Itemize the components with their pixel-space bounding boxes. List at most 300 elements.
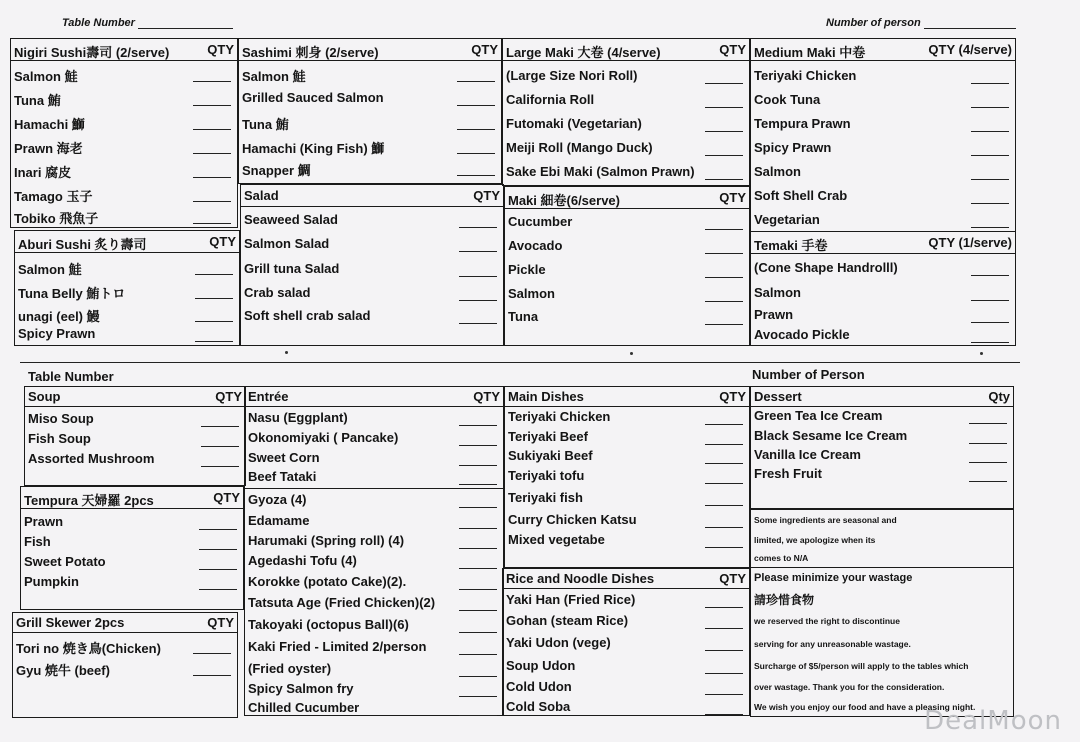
qty-blank[interactable] [705,424,743,425]
item-name: Tatsuta Age (Fried Chicken)(2) [248,595,436,610]
salad-qty-label: QTY [473,188,500,203]
item-name: Grilled Sauced Salmon [242,90,384,105]
qty-blank[interactable] [459,251,497,252]
qty-blank[interactable] [705,155,743,156]
qty-blank[interactable] [705,463,743,464]
qty-blank[interactable] [201,466,239,467]
menu-item[interactable] [241,233,503,256]
temaki-header [751,232,1015,254]
menu-item[interactable] [245,697,503,720]
qty-blank[interactable] [705,324,743,325]
tempura-header [21,487,243,509]
item-name: Salmon [754,285,801,300]
item-name: Miso Soup [28,411,94,426]
temaki-qty-label: QTY (1/serve) [928,235,1012,250]
qty-blank[interactable] [705,527,743,528]
sashimi-section [238,38,502,184]
item-name: Yaki Han (Fried Rice) [506,592,636,607]
qty-blank[interactable] [971,155,1009,156]
qty-blank[interactable] [457,175,495,176]
item-name: Korokke (potato Cake)(2). [248,574,407,589]
item-name: Prawn 海老 [14,141,83,156]
menu-item[interactable] [505,306,749,329]
item-name: Nasu (Eggplant) [248,410,348,425]
item-name: Black Sesame Ice Cream [754,428,908,443]
menu-item[interactable] [245,571,503,594]
wastage-notice [750,567,1014,717]
qty-blank[interactable] [969,481,1007,482]
sashimi-title: Sashimi 刺身 (2/serve) [242,45,379,60]
item-name: Okonomiyaki ( Pancake) [248,430,399,445]
main-qty-label: QTY [719,389,746,404]
item-name: California Roll [506,92,595,107]
item-name: Teriyaki Chicken [754,68,857,83]
menu-item[interactable] [13,657,237,680]
item-name: Gyu 焼牛 (beef) [16,663,110,678]
qty-blank[interactable] [199,589,237,590]
item-name: Gyoza (4) [248,492,307,507]
qty-blank[interactable] [193,81,231,82]
item-name: Soft shell crab salad [244,308,371,323]
qty-blank[interactable] [971,342,1009,343]
qty-blank[interactable] [971,322,1009,323]
qty-blank[interactable] [971,275,1009,276]
qty-blank[interactable] [459,300,497,301]
item-name: Spicy Prawn [754,140,832,155]
item-name: Beef Tataki [248,469,317,484]
item-name: Cucumber [508,214,573,229]
item-name: Inari 腐皮 [14,165,72,180]
item-name: Pumpkin [24,574,79,589]
qty-blank[interactable] [199,529,237,530]
table-number-label: Table Number [62,17,135,29]
qty-blank[interactable] [705,83,743,84]
item-name: Assorted Mushroom [28,451,155,466]
item-name: Takoyaki (octopus Ball)(6) [248,617,409,632]
qty-blank[interactable] [705,179,743,180]
grill-skewer-section [12,612,238,718]
qty-blank[interactable] [459,323,497,324]
item-name: Salmon Salad [244,236,330,251]
qty-blank[interactable] [459,676,497,677]
item-name: Prawn [24,514,64,529]
qty-blank[interactable] [705,650,743,651]
seasonal-notice [750,508,1014,568]
qty-blank[interactable] [705,253,743,254]
menu-item[interactable] [11,111,237,134]
menu-item[interactable] [11,183,237,206]
item-name: Salmon 鮭 [242,69,306,84]
item-name: Spicy Prawn [18,326,96,341]
menu-item[interactable] [245,636,503,659]
entree-title: Entrée [248,389,289,404]
aburi-qty-label: QTY [209,234,236,249]
sashimi-qty-label: QTY [471,42,498,57]
soup-header [25,387,245,407]
menu-item[interactable] [751,324,1015,347]
menu-item[interactable] [241,305,503,328]
item-name: Vanilla Ice Cream [754,447,861,462]
menu-item[interactable] [505,259,749,282]
menu-item[interactable] [751,185,1015,208]
menu-item[interactable] [241,282,503,305]
tempura-qty-label: QTY [213,490,240,505]
qty-blank[interactable] [201,446,239,447]
item-name: Meiji Roll (Mango Duck) [506,140,653,155]
qty-blank[interactable] [705,505,743,506]
item-name: Teriyaki fish [508,490,583,505]
large-maki-section [502,38,750,186]
qty-blank[interactable] [459,227,497,228]
menu-item[interactable] [239,135,501,158]
maki-qty-label: QTY [719,190,746,205]
menu-item[interactable] [239,157,501,180]
qty-blank[interactable] [459,610,497,611]
item-name: Prawn [754,307,794,322]
qty-blank[interactable] [971,107,1009,108]
item-name: Sukiyaki Beef [508,448,593,463]
qty-blank[interactable] [971,131,1009,132]
menu-item[interactable] [15,323,239,346]
item-name: Avocado Pickle [754,327,850,342]
menu-item[interactable] [751,137,1015,160]
menu-item[interactable] [15,256,239,279]
policy-line: serving for any unreasonable wastage. [754,639,911,649]
menu-item[interactable] [505,487,749,510]
qty-blank[interactable] [199,549,237,550]
entree-qty-label: QTY [473,389,500,404]
item-name: Pickle [508,262,546,277]
qty-blank[interactable] [193,177,231,178]
item-name: Hamachi (King Fish) 鰤 [242,141,385,156]
item-name: Salmon [754,164,801,179]
wastage-cn: 請珍惜食物 [754,593,815,607]
qty-blank[interactable] [457,81,495,82]
qty-blank[interactable] [459,568,497,569]
item-name: Curry Chicken Katsu [508,512,637,527]
qty-blank[interactable] [193,129,231,130]
qty-blank[interactable] [457,105,495,106]
perforation-dot [630,352,633,355]
item-name: Teriyaki Chicken [508,409,611,424]
menu-item[interactable] [241,209,503,232]
qty-blank[interactable] [199,569,237,570]
bottom-table-number-label: Table Number [28,369,114,384]
seasonal-note-line: limited, we apologize when its [754,535,876,545]
item-name: Crab salad [244,285,311,300]
menu-item[interactable] [503,161,749,184]
menu-item[interactable] [503,113,749,136]
item-name: Grill tuna Salad [244,261,340,276]
policy-line: we reserved the right to discontinue [754,616,900,626]
wastage-title: Please minimize your wastage [754,572,913,584]
item-name: (Cone Shape Handrolll) [754,260,898,275]
medium-maki-title: Medium Maki 中卷 [754,45,866,60]
item-name: Tuna [508,309,539,324]
cut-line-divider [20,362,1020,363]
menu-item[interactable] [239,87,501,110]
qty-blank[interactable] [459,484,497,485]
soup-section [24,386,246,486]
perforation-dot [980,352,983,355]
item-name: Salmon [508,286,555,301]
temaki-section [750,231,1016,346]
qty-blank[interactable] [705,547,743,548]
aburi-title: Aburi Sushi 炙り壽司 [18,237,147,252]
qty-blank[interactable] [195,321,233,322]
dessert-header [751,387,1013,407]
rice-header [503,569,749,589]
qty-blank[interactable] [459,425,497,426]
item-name: Teriyaki Beef [508,429,588,444]
item-name: Hamachi 鰤 [14,117,85,132]
menu-item[interactable] [11,87,237,110]
rice-title: Rice and Noodle Dishes [506,571,655,586]
item-name: Mixed vegetabe [508,532,605,547]
item-name: Seaweed Salad [244,212,338,227]
tempura-title: Tempura 天婦羅 2pcs [24,493,154,508]
qty-blank[interactable] [705,131,743,132]
menu-item[interactable] [505,529,749,552]
item-name: Snapper 鯛 [242,163,311,178]
item-name: Spicy Salmon fry [248,681,354,696]
menu-item[interactable] [751,209,1015,232]
grill-qty-label: QTY [207,615,234,630]
qty-blank[interactable] [705,301,743,302]
qty-blank[interactable] [705,694,743,695]
dessert-qty-label: Qty [988,389,1010,404]
menu-item[interactable] [751,161,1015,184]
qty-blank[interactable] [459,589,497,590]
large-maki-header [503,39,749,61]
maki-title: Maki 細卷(6/serve) [508,193,620,208]
qty-blank[interactable] [459,654,497,655]
qty-blank[interactable] [193,653,231,654]
menu-item[interactable] [503,655,749,678]
item-name: Salmon 鮭 [18,262,82,277]
item-name: Tuna Belly 鮪トロ [18,286,126,301]
medium-maki-section [750,38,1016,232]
item-name: Tori no 焼き鳥(Chicken) [16,641,161,656]
menu-item[interactable] [751,282,1015,305]
policy-line: We wish you enjoy our food and have a pleasing night. [754,702,976,712]
medium-maki-qty-label: QTY (4/serve) [928,42,1012,57]
nigiri-section [10,38,238,228]
qty-blank[interactable] [705,714,743,715]
soup-qty-label: QTY [215,389,242,404]
item-name: Agedashi Tofu (4) [248,553,357,568]
watermark-logo: DealMoon [924,706,1062,736]
menu-item[interactable] [503,632,749,655]
item-name: Tobiko 飛魚子 [14,211,99,226]
item-name: Tuna 鮪 [242,117,289,132]
menu-item[interactable] [751,65,1015,88]
menu-item[interactable] [245,614,503,637]
qty-blank[interactable] [705,673,743,674]
qty-blank[interactable] [193,223,231,224]
menu-item[interactable] [245,466,503,489]
number-of-person-field[interactable] [826,17,1016,29]
menu-item[interactable] [751,463,1013,486]
item-name: Edamame [248,513,310,528]
qty-blank[interactable] [193,201,231,202]
salad-header [241,185,503,207]
qty-blank[interactable] [971,203,1009,204]
grill-title: Grill Skewer 2pcs [16,615,125,630]
item-name: Gohan (steam Rice) [506,613,629,628]
menu-item[interactable] [751,257,1015,280]
qty-blank[interactable] [705,277,743,278]
item-name: Vegetarian [754,212,820,227]
qty-blank[interactable] [193,153,231,154]
maki-section [504,186,750,346]
item-name: Sake Ebi Maki (Salmon Prawn) [506,164,695,179]
qty-blank[interactable] [457,153,495,154]
menu-item[interactable] [239,111,501,134]
qty-blank[interactable] [459,715,497,716]
qty-blank[interactable] [705,607,743,608]
main-header [505,387,749,407]
item-name: Futomaki (Vegetarian) [506,116,642,131]
qty-blank[interactable] [195,341,233,342]
aburi-section [14,230,240,346]
soup-title: Soup [28,389,61,404]
item-name: (Large Size Nori Roll) [506,68,638,83]
qty-blank[interactable] [705,483,743,484]
menu-item[interactable] [15,280,239,303]
menu-item[interactable] [13,635,237,658]
table-number-blank[interactable] [138,28,233,29]
nigiri-title: Nigiri Sushi壽司 (2/serve) [14,45,170,60]
perforation-dot [285,351,288,354]
qty-blank[interactable] [195,274,233,275]
item-name: Cook Tuna [754,92,821,107]
item-name: Soft Shell Crab [754,188,848,203]
item-name: Sweet Potato [24,554,106,569]
large-maki-qty-label: QTY [719,42,746,57]
menu-item[interactable] [11,63,237,86]
dessert-title: Dessert [754,389,802,404]
qty-blank[interactable] [969,423,1007,424]
item-name: Tamago 玉子 [14,189,93,204]
qty-blank[interactable] [459,632,497,633]
menu-item[interactable] [241,258,503,281]
policy-line: Surcharge of $5/person will apply to the tables which [754,661,969,671]
menu-item[interactable] [25,448,245,471]
qty-blank[interactable] [971,227,1009,228]
item-name: Sweet Corn [248,450,320,465]
maki-header [505,187,749,209]
qty-blank[interactable] [705,107,743,108]
entree-section [244,386,504,716]
bottom-number-of-person-label: Number of Person [752,367,865,382]
menu-item[interactable] [751,89,1015,112]
qty-blank[interactable] [459,445,497,446]
entree-header [245,387,503,407]
qty-blank[interactable] [971,83,1009,84]
rice-qty-label: QTY [719,571,746,586]
item-name: unagi (eel) 鰻 [18,309,100,324]
menu-item[interactable] [11,135,237,158]
item-name: Green Tea Ice Cream [754,408,883,423]
item-name: Salmon 鮭 [14,69,78,84]
item-name: Teriyaki tofu [508,468,585,483]
qty-blank[interactable] [459,548,497,549]
qty-blank[interactable] [705,229,743,230]
tempura-section [20,486,244,610]
menu-item[interactable] [503,137,749,160]
number-of-person-blank[interactable] [924,28,1016,29]
item-name: Chilled Cucumber [248,700,360,715]
qty-blank[interactable] [195,298,233,299]
salad-title: Salad [244,188,279,203]
item-name: Avocado [508,238,563,253]
qty-blank[interactable] [459,507,497,508]
menu-item[interactable] [11,159,237,182]
large-maki-title: Large Maki 大卷 (4/serve) [506,45,661,60]
salad-section [240,184,504,346]
policy-line: over wastage. Thank you for the consideration. [754,682,945,692]
qty-blank[interactable] [705,628,743,629]
menu-item[interactable] [239,63,501,86]
menu-item[interactable] [245,592,503,615]
qty-blank[interactable] [457,129,495,130]
number-of-person-label: Number of person [826,17,921,29]
qty-blank[interactable] [193,105,231,106]
item-name: Tempura Prawn [754,116,851,131]
menu-item[interactable] [751,113,1015,136]
item-name: Yaki Udon (vege) [506,635,611,650]
dessert-section [750,386,1014,510]
item-name: (Fried oyster) [248,661,332,676]
menu-item[interactable] [245,488,503,512]
qty-blank[interactable] [971,300,1009,301]
item-name: Kaki Fried - Limited 2/person [248,639,427,654]
menu-item[interactable] [503,589,749,612]
seasonal-note-line: Some ingredients are seasonal and [754,515,897,525]
menu-item[interactable] [503,89,749,112]
qty-blank[interactable] [193,675,231,676]
item-name: Fish Soup [28,431,91,446]
menu-item[interactable] [21,571,243,594]
main-title: Main Dishes [508,389,584,404]
table-number-field[interactable] [62,17,233,29]
nigiri-header [11,39,237,61]
menu-item[interactable] [505,465,749,488]
menu-item[interactable] [11,205,237,228]
menu-item[interactable] [503,610,749,633]
menu-item[interactable] [505,235,749,258]
qty-blank[interactable] [459,528,497,529]
item-name: Cold Soba [506,699,571,714]
menu-item[interactable] [505,283,749,306]
temaki-title: Temaki 手卷 [754,238,828,253]
medium-maki-header [751,39,1015,61]
grill-header [13,613,237,633]
sashimi-header [239,39,501,61]
menu-item[interactable] [503,696,749,719]
qty-blank[interactable] [971,179,1009,180]
qty-blank[interactable] [459,276,497,277]
menu-item[interactable] [245,550,503,573]
menu-item[interactable] [503,65,749,88]
main-dishes-section [504,386,750,568]
item-name: Fresh Fruit [754,466,822,481]
seasonal-note-line: comes to N/A [754,553,809,563]
qty-blank[interactable] [201,426,239,427]
menu-item[interactable] [505,211,749,234]
item-name: Soup Udon [506,658,576,673]
